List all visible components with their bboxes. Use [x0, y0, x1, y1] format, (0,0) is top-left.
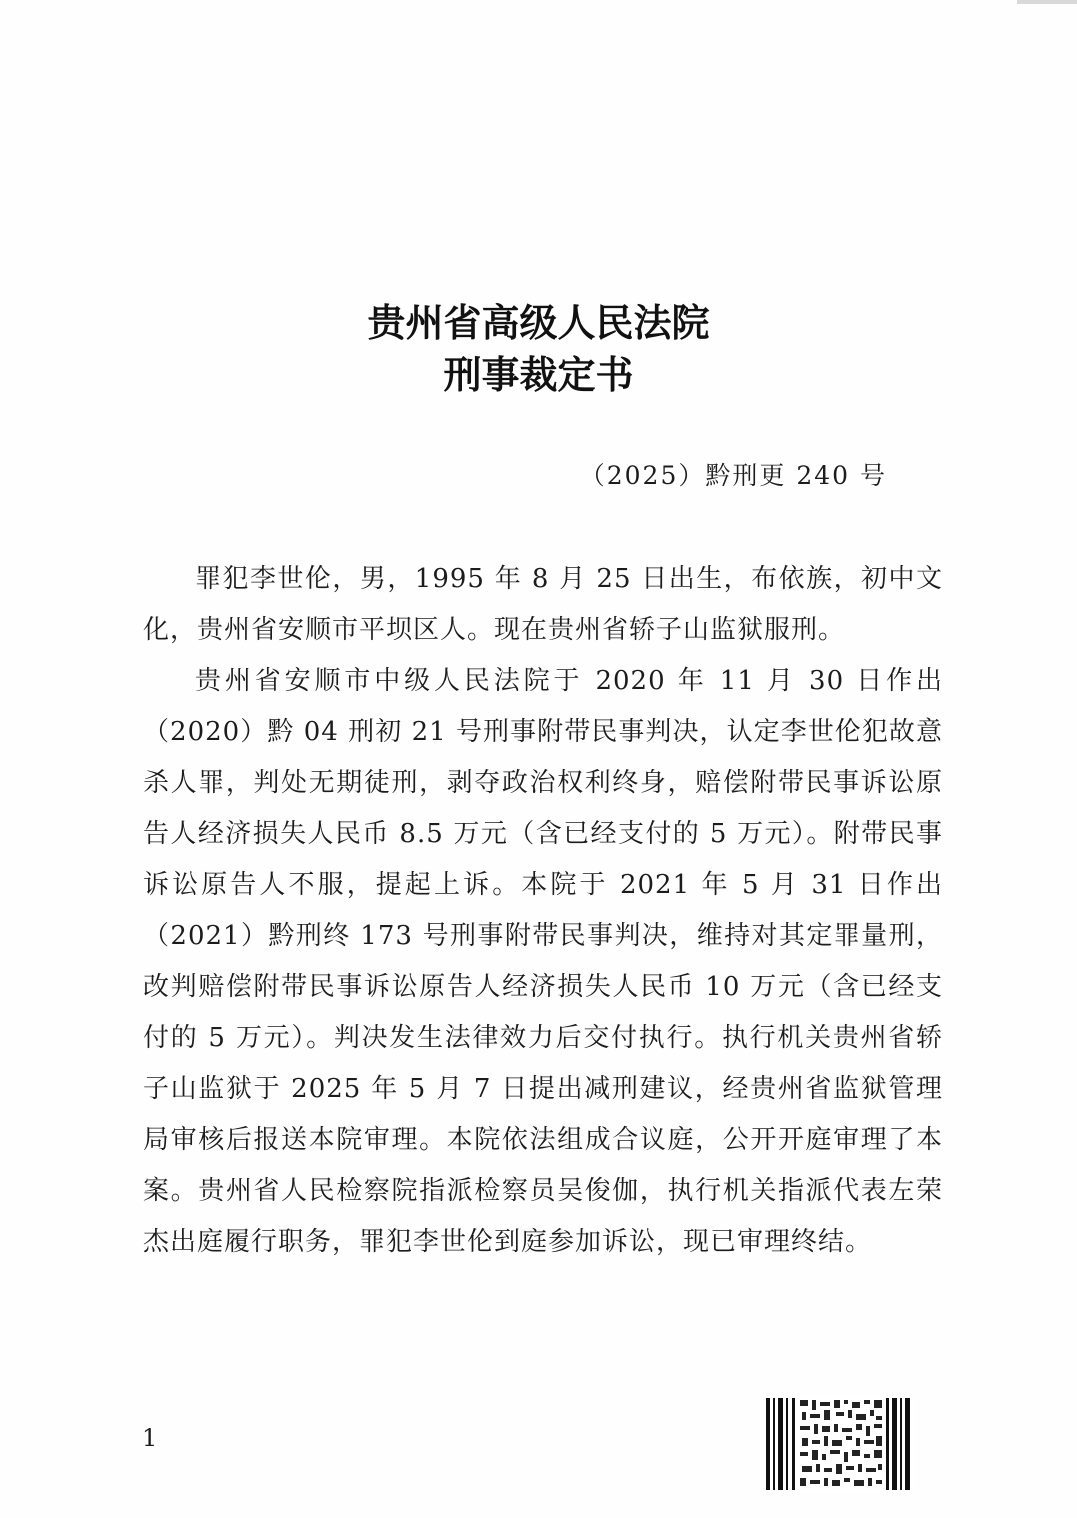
paragraph-case-history: 贵州省安顺市中级人民法院于 2020 年 11 月 30 日作出（2020）黔 04 刑初 21 号刑事附带民事判决，认定李世伦犯故意杀人罪，判处无期徒刑，剥夺政治权利终身，赔偿附带民事诉讼原告人经济损失人民币 8.5 万元（含已经支付的 5 万元）。附带民事诉讼原告人不服，提起上诉。本院于 2021 年 5 月 31 日作出（2021）黔刑终 173 号刑事附带民事判决，维持对其定罪量刑，改判赔偿附带民事诉讼原告人经济损失人民币 10 万元（含已经支付的 5 万元）。判决发生法律效力后交付执行。执行机关贵州省轿子山监狱于 2025 年 5 月 7 日提出减刑建议，经贵州省监狱管理局审核后报送本院审理。本院依法组成合议庭，公开开庭审理了本案。贵州省人民检察院指派检察员吴俊伽，执行机关指派代表左荣杰出庭履行职务，罪犯李世伦到庭参加诉讼，现已审理终结。: [143, 666, 943, 1257]
page-number: 1: [142, 1424, 158, 1452]
document-body: [143, 554, 943, 1268]
scan-corner-mark: [1017, 0, 1077, 4]
court-name-heading: 贵州省高级人民法院: [367, 301, 710, 345]
barcode-icon: [764, 1396, 914, 1492]
document-type-heading: 刑事裁定书: [443, 353, 634, 397]
paragraph-defendant-info: 罪犯李世伦，男，1995 年 8 月 25 日出生，布依族，初中文化，贵州省安顺市平坝区人。现在贵州省轿子山监狱服刑。: [143, 564, 943, 645]
case-number: （2025）黔刑更 240 号: [579, 461, 887, 490]
